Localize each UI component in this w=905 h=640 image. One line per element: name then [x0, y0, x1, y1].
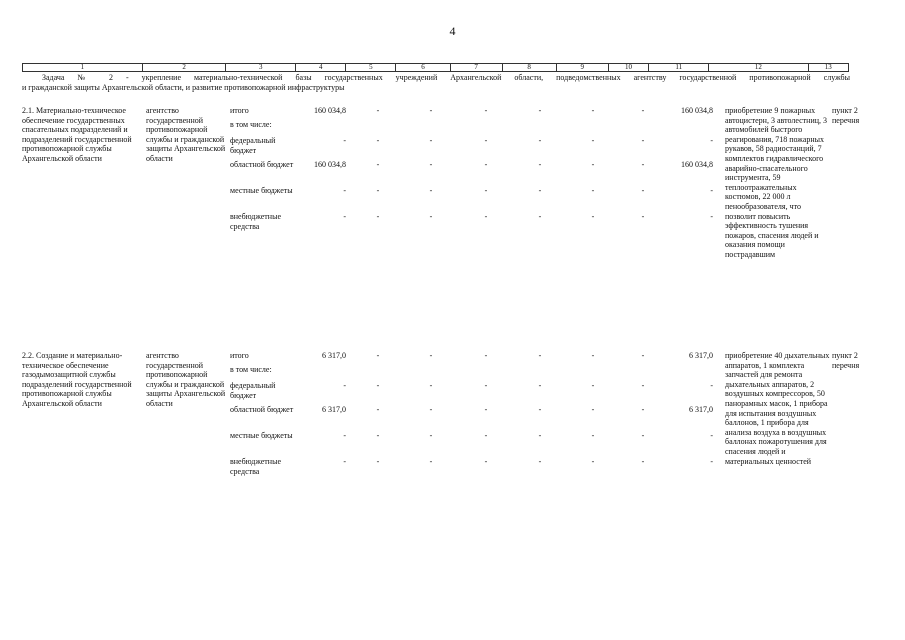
col-num: 11	[649, 64, 709, 72]
dash: -	[538, 351, 542, 360]
dash: -	[376, 351, 380, 360]
label-local: местные бюджеты	[230, 431, 293, 440]
dash: -	[591, 106, 595, 115]
expected-result: приобретение 9 пожарных автоцистерн, 3 автолестниц, 3 автомобилей быстрого реагирования, 718 пожарных рукавов, 58 радиостанций, 7 комплектов гидравлического аварийно-спасательного инструмента, 59 теплоотражательных костюмов, 22 000 л пенообразователя, что позволит повысить эффективность тушения пожаров, спасения людей и оказания помощи пострадавшим	[725, 106, 828, 259]
dash: -	[429, 136, 433, 145]
dash: -	[429, 160, 433, 169]
col-num: 1	[23, 64, 143, 72]
label-total: итого	[230, 351, 249, 360]
dash: -	[641, 351, 645, 360]
dash: -	[591, 405, 595, 414]
dash: -	[484, 160, 488, 169]
label-including: в том числе:	[230, 120, 272, 129]
dash: -	[641, 405, 645, 414]
value-regional: 6 317,0	[322, 405, 346, 414]
dash: -	[376, 136, 380, 145]
dash: -	[484, 381, 488, 390]
value-extrabudget: -	[343, 457, 346, 466]
dash: -	[591, 457, 595, 466]
dash: -	[591, 212, 595, 221]
dash: -	[429, 106, 433, 115]
dash: -	[376, 381, 380, 390]
measure-name: 2.1. Материально-техническое обеспечение государственных спасательных подразделений и подразделений государственной противопожарной службы Архангельской области	[22, 106, 132, 163]
value-local: -	[343, 186, 346, 195]
value-total: 160 034,8	[314, 106, 346, 115]
dash: -	[429, 351, 433, 360]
dash: -	[484, 431, 488, 440]
dash: -	[484, 405, 488, 414]
value-regional: 160 034,8	[314, 160, 346, 169]
col-num: 6	[396, 64, 450, 72]
executor: агентство государственной противопожарной службы и гражданской защиты Архангельской области	[146, 106, 226, 163]
expected-result: приобретение 40 дыхательных аппаратов, 1 комплекта запчастей для ремонта дыхательных аппаратов, 2 воздушных компрессоров, 50 панорамных масок, 1 прибора для испытания воздушных баллонов, 1 прибора для анализа воздуха в воздушных баллонах пожаротушения для спасения людей и материальных ценностей	[725, 351, 830, 466]
dash: -	[484, 351, 488, 360]
label-extrabudget: внебюджетные средства	[230, 457, 281, 476]
task-heading	[22, 73, 850, 93]
dash: -	[641, 431, 645, 440]
dash: -	[538, 431, 542, 440]
measure-name: 2.2. Создание и материально-техническое обеспечение газодымозащитной службы подразделений государственной противопожарной службы Архангельской области	[22, 351, 132, 408]
col-num: 2	[142, 64, 226, 72]
col-num: 9	[556, 64, 608, 72]
label-including: в том числе:	[230, 365, 272, 374]
dash: -	[591, 136, 595, 145]
col-num: 4	[296, 64, 346, 72]
executor: агентство государственной противопожарной службы и гражданской защиты Архангельской области	[146, 351, 226, 408]
dash: -	[641, 136, 645, 145]
dash: -	[429, 186, 433, 195]
dash: -	[429, 405, 433, 414]
col-num: 5	[346, 64, 396, 72]
label-regional: областной бюджет	[230, 405, 294, 414]
dash: -	[591, 160, 595, 169]
value-federal: -	[343, 136, 346, 145]
task-line-1: Задача № 2 - укрепление материально-технической базы государственных учреждений Архангельской области, подведомственных агентству государственной противопожарной службы	[42, 73, 850, 82]
dash: -	[538, 405, 542, 414]
dash: -	[591, 431, 595, 440]
dash: -	[376, 160, 380, 169]
label-regional: областной бюджет	[230, 160, 294, 169]
dash: -	[484, 457, 488, 466]
column-number-header	[22, 63, 849, 72]
value-extrabudget: -	[343, 212, 346, 221]
value-total-end: 6 317,0	[689, 351, 713, 360]
dash: -	[376, 186, 380, 195]
col-num: 13	[808, 64, 848, 72]
dash: -	[538, 106, 542, 115]
dash: -	[591, 381, 595, 390]
dash: -	[641, 106, 645, 115]
dash: -	[591, 186, 595, 195]
dash: -	[376, 106, 380, 115]
value-federal-end: -	[710, 381, 713, 390]
dash: -	[538, 457, 542, 466]
dash: -	[538, 212, 542, 221]
value-extrabudget-end: -	[710, 457, 713, 466]
page-number: 4	[449, 24, 456, 38]
task-line-2: и гражданской защиты Архангельской области, и развитие противопожарной инфраструктуры	[22, 83, 345, 92]
col-num: 8	[502, 64, 556, 72]
reference: пункт 2 перечня	[832, 351, 860, 370]
label-extrabudget: внебюджетные средства	[230, 212, 281, 231]
value-local-end: -	[710, 431, 713, 440]
label-total: итого	[230, 106, 249, 115]
dash: -	[591, 351, 595, 360]
dash: -	[429, 212, 433, 221]
dash: -	[429, 431, 433, 440]
value-total-end: 160 034,8	[681, 106, 713, 115]
dash: -	[484, 136, 488, 145]
value-local-end: -	[710, 186, 713, 195]
dash: -	[538, 160, 542, 169]
dash: -	[641, 186, 645, 195]
value-federal-end: -	[710, 136, 713, 145]
col-num: 12	[709, 64, 808, 72]
value-total: 6 317,0	[322, 351, 346, 360]
dash: -	[376, 212, 380, 221]
dash: -	[538, 381, 542, 390]
dash: -	[429, 381, 433, 390]
dash: -	[641, 212, 645, 221]
dash: -	[376, 405, 380, 414]
dash: -	[484, 106, 488, 115]
dash: -	[641, 457, 645, 466]
reference: пункт 2 перечня	[832, 106, 860, 125]
dash: -	[429, 457, 433, 466]
label-federal: федеральный бюджет	[230, 381, 276, 400]
label-local: местные бюджеты	[230, 186, 293, 195]
dash: -	[484, 212, 488, 221]
dash: -	[376, 431, 380, 440]
col-num: 10	[608, 64, 648, 72]
dash: -	[538, 136, 542, 145]
value-extrabudget-end: -	[710, 212, 713, 221]
dash: -	[376, 457, 380, 466]
value-federal: -	[343, 381, 346, 390]
dash: -	[538, 186, 542, 195]
value-regional-end: 160 034,8	[681, 160, 713, 169]
col-num: 7	[450, 64, 502, 72]
dash: -	[641, 381, 645, 390]
dash: -	[641, 160, 645, 169]
col-num: 3	[226, 64, 296, 72]
dash: -	[484, 186, 488, 195]
label-federal: федеральный бюджет	[230, 136, 276, 155]
value-local: -	[343, 431, 346, 440]
value-regional-end: 6 317,0	[689, 405, 713, 414]
